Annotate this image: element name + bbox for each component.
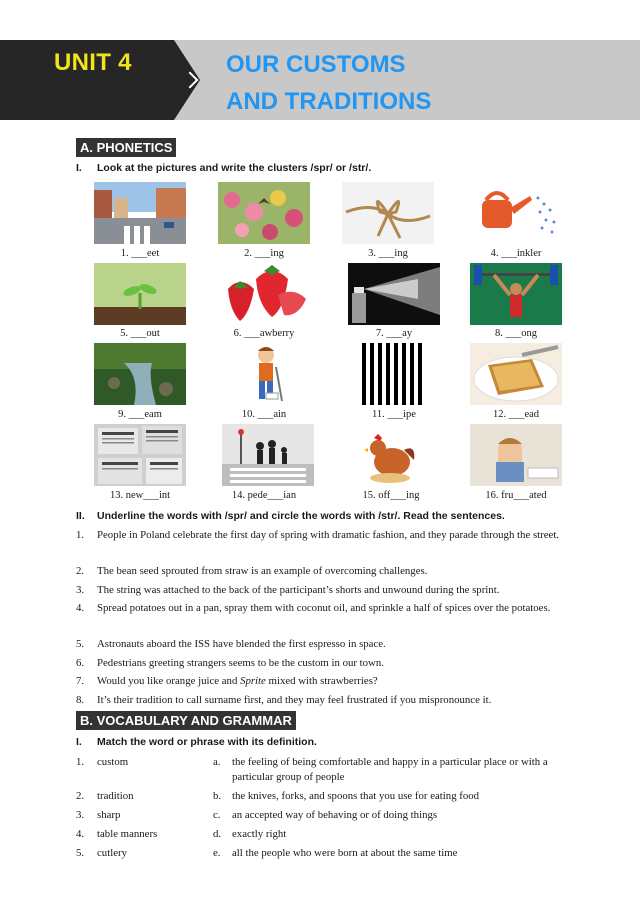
caption-5: 5. ___out [120,328,160,339]
match-letter: d. [213,828,222,840]
unit-title [226,46,431,120]
sentence-text [97,673,580,689]
sentence-number: 5. [76,638,85,650]
sentence-2 [76,563,580,579]
match-definition: all the people who were born at about the same time [232,847,458,859]
sentence-number: 3. [76,584,85,596]
match-definition: an accepted way of behaving or of doing things [232,809,438,821]
match-row-4 [76,827,580,842]
strawberry-photo-icon [218,263,310,325]
match-row-3 [76,808,580,823]
exercise-number-3: I. [76,736,82,748]
sentence-number: 7. [76,675,85,687]
match-definition: the feeling of being comfortable and happy in a particular place or with a particular group of people [232,756,548,783]
sentence-text-before: Would you like orange juice and [97,675,241,687]
match-row-1 [76,755,580,785]
match-definition: the knives, forks, and spoons that you use for eating food [232,790,480,802]
instruction-text-3: Match the word or phrase with its definition. [97,736,317,748]
match-word: custom [97,756,129,768]
caption-15: 15. off___ing [362,490,420,501]
sentence-number: 2. [76,565,85,577]
sentence-4 [76,600,580,616]
exercise-number-2: II. [76,510,85,522]
weightlifter-photo-icon [470,263,562,325]
stripes-pattern-icon [360,343,426,405]
match-word: sharp [97,809,121,821]
match-word: cutlery [97,847,127,859]
sentence-number: 6. [76,657,85,669]
match-letter: b. [213,790,222,802]
match-word: table manners [97,828,158,840]
instruction-text: Look at the pictures and write the clusters /spr/ or /str/. [97,162,372,174]
sentence-text: The bean seed sprouted from straw is an example of overcoming challenges. [97,565,428,577]
newspapers-photo-icon [94,424,186,486]
match-number: 3. [76,809,85,821]
caption-6: 6. ___awberry [233,328,295,339]
sentence-text: The string was attached to the back of the participant’s shorts and unwound during the sprint. [97,584,500,596]
string-bow-photo-icon [342,182,434,244]
sentence-6 [76,655,580,671]
sentence-text-after: mixed with strawberries? [265,675,378,687]
caption-9: 9. ___eam [118,409,162,420]
caption-2: 2. ___ing [244,248,284,259]
caption-16: 16. fru___ated [485,490,547,501]
caption-13: 13. new___int [109,490,171,501]
sentence-1 [76,527,580,543]
match-number: 1. [76,756,85,768]
caption-8: 8. ___ong [495,328,537,339]
sentence-text: Astronauts aboard the ISS have blended the first espresso in space. [97,638,386,650]
match-number: 2. [76,790,85,802]
boy-sprained-ankle-icon [246,343,288,405]
sentence-number: 1. [76,529,85,541]
sentence-7 [76,673,580,689]
flowers-photo-icon [218,182,310,244]
match-letter: e. [213,847,221,859]
spray-can-photo-icon [348,263,440,325]
unit-label: UNIT 4 [54,49,132,76]
instruction-text-2: Underline the words with /spr/ and circle the words with /str/. Read the sentences. [97,510,505,522]
exercise-instruction [76,162,371,174]
sentence-text: It’s their tradition to call surname first, and they may feel frustrated if you mispronounce it. [97,694,492,706]
match-row-5 [76,846,580,861]
exercise-instruction-3 [76,736,317,748]
match-definition: exactly right [232,828,287,840]
street-photo-icon [94,182,186,244]
sentence-text: Spread potatoes out in a pan, spray them with coconut oil, and sprinkle a half of spices over the potatoes. [97,602,551,614]
bread-spread-photo-icon [470,343,562,405]
match-letter: a. [213,756,221,768]
sentence-3 [76,582,580,598]
sentence-text: Pedestrians greeting strangers seems to be the custom in our town. [97,657,384,669]
watering-can-sprinkler-icon [470,182,562,244]
pedestrians-crossing-icon [222,424,314,486]
hen-offspring-icon [360,424,422,486]
caption-10: 10. ___ain [241,409,287,420]
caption-7: 7. ___ay [375,328,413,339]
caption-11: 11. ___ipe [372,409,416,420]
match-letter: c. [213,809,221,821]
match-row-2 [76,789,580,804]
sentence-number: 4. [76,602,85,614]
frustrated-boy-photo-icon [470,424,562,486]
sentence-text: People in Poland celebrate the first day of spring with dramatic fashion, and they parade through the street. [97,529,560,541]
sprout-photo-icon [94,263,186,325]
caption-3: 3. ___ing [368,248,408,259]
exercise-number: I. [76,162,82,174]
section-heading-vocabulary: B. VOCABULARY AND GRAMMAR [76,711,296,730]
match-number: 4. [76,828,85,840]
sentence-8 [76,692,580,708]
unit-banner [0,40,640,120]
caption-1: 1. ___eet [120,248,160,259]
sentence-number: 8. [76,694,85,706]
caption-4: 4. ___inkler [490,248,542,259]
exercise-instruction-2 [76,510,505,522]
match-word: tradition [97,790,134,802]
sentence-text-italic: Sprite [240,675,266,687]
section-heading-phonetics: A. PHONETICS [76,138,176,157]
unit-title-line2: AND TRADITIONS [226,88,432,115]
unit-title-line1: OUR CUSTOMS [226,51,406,78]
sentence-5 [76,636,580,652]
caption-12: 12. ___ead [492,409,540,420]
caption-14: 14. pede___ian [231,490,297,501]
match-number: 5. [76,847,85,859]
stream-photo-icon [94,343,186,405]
